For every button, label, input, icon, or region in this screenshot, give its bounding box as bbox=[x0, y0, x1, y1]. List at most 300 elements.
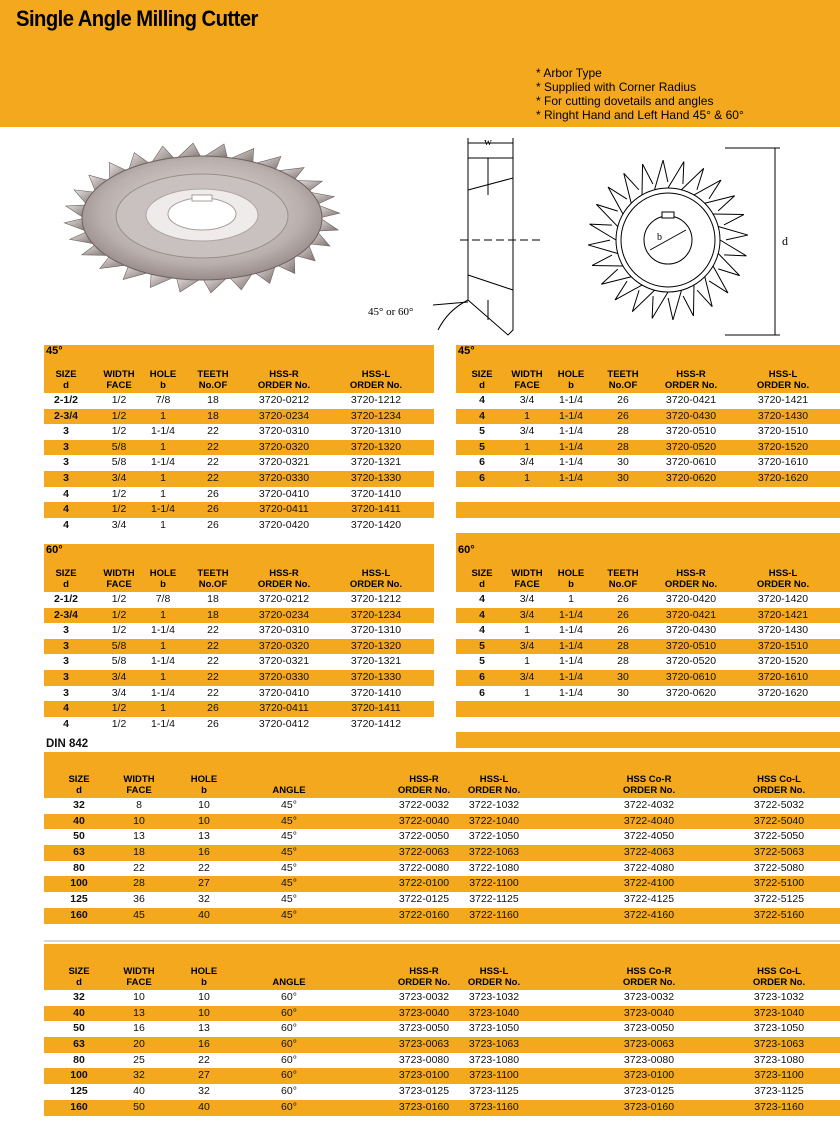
drawing-tooth bbox=[681, 168, 703, 189]
table-cell: 3720-1321 bbox=[350, 456, 402, 469]
column-header-line: ORDER No. bbox=[349, 579, 403, 590]
table-cell: 3722-0050 bbox=[398, 830, 450, 843]
table-cell: 1-1/4 bbox=[559, 686, 583, 699]
table-cell: 20 bbox=[133, 1038, 145, 1051]
table-cell: 3720-0320 bbox=[258, 639, 310, 652]
table-cell: 3722-5160 bbox=[753, 908, 805, 921]
table-row bbox=[44, 409, 434, 425]
empty-row bbox=[456, 518, 840, 534]
table-cell: 3723-1050 bbox=[753, 1022, 805, 1035]
table-cell: 3/4 bbox=[519, 456, 535, 469]
table-cell: 10 bbox=[133, 814, 145, 827]
table-cell: 50 bbox=[133, 1100, 145, 1113]
table-cell: 7/8 bbox=[155, 593, 171, 605]
table-cell: 1 bbox=[160, 518, 166, 531]
table-cell: 3722-4100 bbox=[623, 877, 675, 890]
table-cell: 25 bbox=[133, 1053, 145, 1066]
table-cell: 3720-1410 bbox=[350, 487, 402, 500]
column-header-line: SIZE bbox=[471, 369, 493, 380]
table-cell: 3723-0063 bbox=[398, 1038, 450, 1051]
table-cell: 60° bbox=[281, 1100, 297, 1113]
column-header-line: TEETH bbox=[607, 568, 639, 579]
table-cell: 3 bbox=[63, 639, 69, 652]
column-header-line: TEETH bbox=[607, 369, 639, 380]
table-header bbox=[44, 544, 434, 592]
column-header-line: ORDER No. bbox=[622, 977, 676, 988]
table-cell: 26 bbox=[207, 702, 219, 715]
table-cell: 3720-0320 bbox=[258, 440, 310, 453]
table-row bbox=[456, 471, 840, 487]
table-cell: 3723-1100 bbox=[469, 1069, 519, 1082]
column-header-line: SIZE bbox=[471, 568, 493, 579]
table-row bbox=[456, 440, 840, 456]
table-cell: 1 bbox=[524, 471, 530, 484]
table-cell: 3720-1320 bbox=[350, 639, 402, 652]
table-row bbox=[44, 471, 434, 487]
table-cell: 28 bbox=[617, 440, 629, 453]
drawing-tooth bbox=[694, 180, 721, 199]
table-cell: 3723-0125 bbox=[398, 1085, 450, 1098]
column-header bbox=[332, 369, 420, 391]
column-header bbox=[239, 369, 329, 391]
din-label: DIN 842 bbox=[46, 738, 89, 750]
table-cell: 30 bbox=[617, 686, 629, 699]
drawing-tooth bbox=[720, 240, 746, 256]
table-cell: 28 bbox=[617, 639, 629, 652]
column-header bbox=[646, 568, 736, 590]
table-row bbox=[44, 1084, 840, 1100]
table-cell: 80 bbox=[73, 1053, 85, 1066]
table-header bbox=[44, 345, 434, 393]
column-header-line: HSS-L bbox=[768, 369, 798, 380]
table-cell: 3722-5063 bbox=[753, 846, 805, 859]
table-cell: 4 bbox=[63, 518, 69, 531]
table-row bbox=[44, 654, 434, 670]
column-header bbox=[599, 568, 647, 590]
table-cell: 3723-1125 bbox=[754, 1085, 804, 1098]
table-cell: 45° bbox=[281, 814, 297, 827]
column-header bbox=[54, 966, 104, 988]
table-cell: 3722-1040 bbox=[468, 814, 520, 827]
table-cell: 3 bbox=[63, 686, 69, 699]
table-cell: 5/8 bbox=[111, 655, 127, 668]
table-cell: 3720-1320 bbox=[350, 440, 402, 453]
drawing-tooth bbox=[615, 281, 642, 300]
table-cell: 22 bbox=[198, 861, 210, 874]
column-header-line: ORDER No. bbox=[622, 785, 676, 796]
column-header-line: b bbox=[568, 579, 574, 590]
table-cell: 1-1/4 bbox=[559, 624, 583, 637]
table-row bbox=[456, 670, 840, 686]
column-header bbox=[646, 369, 736, 391]
table-cell: 2-1/2 bbox=[54, 593, 78, 605]
table-cell: 3/4 bbox=[519, 593, 535, 605]
table-cell: 28 bbox=[617, 655, 629, 668]
column-header-line: FACE bbox=[514, 380, 540, 391]
column-header-line: b bbox=[568, 380, 574, 391]
table-cell: 45° bbox=[281, 893, 297, 906]
column-header bbox=[189, 369, 237, 391]
table-row bbox=[44, 502, 434, 518]
table-row bbox=[456, 639, 840, 655]
table-cell: 3720-0610 bbox=[665, 670, 717, 683]
table-cell: 1-1/4 bbox=[151, 425, 175, 438]
column-header bbox=[458, 369, 506, 391]
table-cell: 1-1/4 bbox=[559, 409, 583, 422]
table-cell: 3 bbox=[63, 471, 69, 484]
table-cell: 3720-0510 bbox=[665, 425, 717, 438]
table-cell: 1 bbox=[524, 409, 530, 422]
table-cell: 30 bbox=[617, 670, 629, 683]
table-cell: 1 bbox=[160, 702, 166, 715]
table-cell: 3722-4032 bbox=[623, 799, 675, 811]
table-row bbox=[44, 670, 434, 686]
table-cell: 16 bbox=[133, 1022, 145, 1035]
table-cell: 10 bbox=[198, 814, 210, 827]
table-row bbox=[456, 654, 840, 670]
table-cell: 45° bbox=[281, 908, 297, 921]
table-row bbox=[44, 1053, 840, 1069]
table-cell: 36 bbox=[133, 893, 145, 906]
column-header bbox=[184, 966, 224, 988]
table-cell: 3720-0411 bbox=[259, 503, 309, 516]
table-cell: 32 bbox=[73, 991, 85, 1003]
table-cell: 45° bbox=[281, 830, 297, 843]
table-cell: 1/2 bbox=[111, 394, 127, 406]
column-header-line: HSS Co-R bbox=[626, 966, 672, 977]
table-cell: 3723-0032 bbox=[623, 991, 675, 1003]
table-cell: 3/4 bbox=[111, 471, 127, 484]
table-row bbox=[456, 686, 840, 702]
table-cell: 3720-1330 bbox=[350, 670, 402, 683]
w-label: w bbox=[484, 136, 492, 148]
table-cell: 3 bbox=[63, 456, 69, 469]
column-header bbox=[54, 774, 104, 796]
table-cell: 3720-0212 bbox=[258, 394, 310, 406]
table-cell: 8 bbox=[136, 799, 142, 811]
table-cell: 1-1/4 bbox=[151, 655, 175, 668]
table-cell: 3720-0430 bbox=[665, 624, 717, 637]
table-cell: 3720-0234 bbox=[258, 409, 310, 422]
table-cell: 3720-1520 bbox=[757, 440, 809, 453]
table-cell: 3720-1620 bbox=[757, 471, 809, 484]
table-cell: 3723-0160 bbox=[623, 1100, 675, 1113]
table-cell: 3722-0040 bbox=[398, 814, 450, 827]
table-cell: 1 bbox=[524, 655, 530, 668]
angle-group-label: 45° bbox=[46, 345, 63, 357]
table-60-right bbox=[456, 544, 840, 748]
column-header bbox=[46, 568, 86, 590]
table-row bbox=[44, 608, 434, 624]
table-cell: 1 bbox=[160, 639, 166, 652]
table-cell: 1-1/4 bbox=[559, 639, 583, 652]
column-header-line: HSS-L bbox=[768, 568, 798, 579]
table-cell: 5 bbox=[479, 639, 485, 652]
table-cell: 3722-0125 bbox=[398, 893, 450, 906]
column-header bbox=[244, 774, 334, 796]
table-cell: 5 bbox=[479, 440, 485, 453]
table-cell: 22 bbox=[207, 639, 219, 652]
table-cell: 22 bbox=[207, 425, 219, 438]
table-row bbox=[44, 876, 840, 892]
table-cell: 3720-0410 bbox=[258, 686, 310, 699]
table-header bbox=[456, 544, 840, 592]
table-cell: 3722-5050 bbox=[753, 830, 805, 843]
column-header-line: b bbox=[160, 380, 166, 391]
table-cell: 3720-0411 bbox=[259, 702, 309, 715]
table-row bbox=[44, 440, 434, 456]
table-cell: 3720-1310 bbox=[350, 425, 402, 438]
table-cell: 1 bbox=[160, 670, 166, 683]
column-header-line: FACE bbox=[126, 977, 152, 988]
table-cell: 1-1/4 bbox=[559, 471, 583, 484]
table-cell: 1-1/4 bbox=[559, 670, 583, 683]
table-cell: 3720-1310 bbox=[350, 624, 402, 637]
column-header-line: WIDTH bbox=[123, 966, 155, 977]
table-cell: 1/2 bbox=[111, 593, 127, 605]
column-header bbox=[109, 966, 169, 988]
table-cell: 1 bbox=[160, 409, 166, 422]
table-cell: 3 bbox=[63, 624, 69, 637]
table-cell: 26 bbox=[207, 503, 219, 516]
table-cell: 60° bbox=[281, 1006, 297, 1019]
table-cell: 28 bbox=[133, 877, 145, 890]
table-cell: 3/4 bbox=[519, 639, 535, 652]
table-row bbox=[44, 393, 434, 409]
table-cell: 3723-0100 bbox=[398, 1069, 450, 1082]
table-row bbox=[44, 861, 840, 877]
table-cell: 5/8 bbox=[111, 440, 127, 453]
table-cell: 26 bbox=[617, 409, 629, 422]
column-header-line: HOLE bbox=[557, 369, 585, 380]
table-cell: 3720-0321 bbox=[258, 456, 310, 469]
table-cell: 18 bbox=[207, 608, 219, 621]
table-cell: 3720-0520 bbox=[665, 440, 717, 453]
column-header-line: FACE bbox=[106, 579, 132, 590]
divider bbox=[44, 940, 840, 942]
column-header-line: d bbox=[479, 380, 485, 391]
table-cell: 60° bbox=[281, 1038, 297, 1051]
column-header bbox=[109, 774, 169, 796]
column-header-line: b bbox=[201, 785, 207, 796]
table-cell: 3/4 bbox=[519, 394, 535, 406]
table-cell: 26 bbox=[617, 608, 629, 621]
table-cell: 3720-1610 bbox=[757, 670, 809, 683]
table-cell: 3720-0420 bbox=[665, 593, 717, 605]
column-header-line: ANGLE bbox=[272, 977, 306, 988]
table-cell: 22 bbox=[207, 456, 219, 469]
table-cell: 1-1/4 bbox=[559, 394, 583, 406]
table-cell: 63 bbox=[73, 846, 85, 859]
table-cell: 3722-0063 bbox=[398, 846, 450, 859]
table-cell: 100 bbox=[70, 1069, 88, 1082]
table-cell: 3720-0212 bbox=[258, 593, 310, 605]
column-header-line: HOLE bbox=[190, 966, 218, 977]
table-cell: 3723-1160 bbox=[469, 1100, 519, 1113]
table-cell: 3723-0040 bbox=[398, 1006, 450, 1019]
table-cell: 22 bbox=[207, 686, 219, 699]
table-cell: 1-1/4 bbox=[151, 456, 175, 469]
table-cell: 3723-0063 bbox=[623, 1038, 675, 1051]
table-cell: 1-1/4 bbox=[559, 655, 583, 668]
table-cell: 10 bbox=[198, 991, 210, 1003]
drawing-tooth bbox=[718, 253, 739, 275]
table-cell: 3720-0510 bbox=[665, 639, 717, 652]
table-cell: 1/2 bbox=[111, 425, 127, 438]
table-cell: 3722-4160 bbox=[623, 908, 675, 921]
column-header bbox=[714, 966, 840, 988]
empty-row bbox=[456, 502, 840, 518]
table-cell: 3720-1234 bbox=[350, 608, 402, 621]
table-cell: 45° bbox=[281, 846, 297, 859]
table-row bbox=[44, 1021, 840, 1037]
feature-item: * Supplied with Corner Radius bbox=[536, 80, 697, 94]
column-header-line: ORDER No. bbox=[664, 579, 718, 590]
table-row bbox=[44, 990, 840, 1006]
table-cell: 4 bbox=[63, 503, 69, 516]
column-header-line: HOLE bbox=[557, 568, 585, 579]
table-cell: 32 bbox=[198, 893, 210, 906]
table-cell: 3/4 bbox=[519, 670, 535, 683]
table-cell: 3720-1421 bbox=[757, 394, 809, 406]
column-header bbox=[550, 369, 592, 391]
table-cell: 1 bbox=[160, 440, 166, 453]
table-cell: 3722-1050 bbox=[468, 830, 520, 843]
table-row bbox=[456, 393, 840, 409]
table-cell: 3722-4125 bbox=[623, 893, 675, 906]
table-cell: 2-1/2 bbox=[54, 394, 78, 406]
column-header bbox=[239, 568, 329, 590]
column-header-line: ORDER No. bbox=[752, 785, 806, 796]
table-cell: 3723-0100 bbox=[623, 1069, 675, 1082]
table-cell: 1-1/4 bbox=[151, 686, 175, 699]
table-cell: 3722-4080 bbox=[623, 861, 675, 874]
table-45-left bbox=[44, 345, 434, 533]
column-header-line: ORDER No. bbox=[397, 977, 451, 988]
table-cell: 1 bbox=[524, 686, 530, 699]
column-header bbox=[94, 568, 144, 590]
table-cell: 32 bbox=[133, 1069, 145, 1082]
column-header-line: ORDER No. bbox=[349, 380, 403, 391]
table-cell: 3720-1411 bbox=[351, 503, 401, 516]
table-cell: 1-1/4 bbox=[151, 717, 175, 730]
column-header bbox=[184, 774, 224, 796]
table-cell: 3720-0310 bbox=[258, 425, 310, 438]
table-cell: 3720-0620 bbox=[665, 686, 717, 699]
table-cell: 3723-1032 bbox=[468, 991, 520, 1003]
drawing-tooth bbox=[718, 227, 748, 240]
table-cell: 3720-1412 bbox=[350, 717, 402, 730]
b-label: b bbox=[657, 232, 662, 243]
table-cell: 60° bbox=[281, 1022, 297, 1035]
table-cell: 60° bbox=[281, 1085, 297, 1098]
column-header-line: HSS-R bbox=[269, 568, 299, 579]
column-header-line: WIDTH bbox=[511, 568, 543, 579]
table-row bbox=[44, 845, 840, 861]
table-row bbox=[456, 409, 840, 425]
column-header-line: ORDER No. bbox=[756, 380, 810, 391]
table-cell: 45 bbox=[133, 908, 145, 921]
table-cell: 3 bbox=[63, 425, 69, 438]
column-header-line: WIDTH bbox=[103, 568, 135, 579]
table-cell: 32 bbox=[73, 799, 85, 811]
table-cell: 4 bbox=[479, 394, 485, 406]
table-cell: 4 bbox=[479, 409, 485, 422]
drawing-tooth bbox=[652, 292, 668, 318]
table-row bbox=[456, 592, 840, 608]
column-header-line: FACE bbox=[514, 579, 540, 590]
drawing-tooth bbox=[588, 240, 618, 253]
column-header-line: No.OF bbox=[198, 579, 228, 590]
table-cell: 26 bbox=[617, 394, 629, 406]
table-cell: 3722-5040 bbox=[753, 814, 805, 827]
empty-row bbox=[456, 717, 840, 733]
table-cell: 1-1/4 bbox=[151, 503, 175, 516]
column-header-line: HSS-L bbox=[361, 369, 391, 380]
column-header-line: No.OF bbox=[198, 380, 228, 391]
column-header bbox=[502, 568, 552, 590]
table-cell: 3720-1510 bbox=[757, 639, 809, 652]
table-cell: 3722-5100 bbox=[753, 877, 805, 890]
table-cell: 3722-4050 bbox=[623, 830, 675, 843]
empty-row bbox=[456, 732, 840, 748]
column-header bbox=[502, 369, 552, 391]
feature-item: * For cutting dovetails and angles bbox=[536, 94, 714, 108]
table-row bbox=[456, 623, 840, 639]
table-cell: 40 bbox=[133, 1085, 145, 1098]
table-row bbox=[44, 686, 434, 702]
column-header-line: WIDTH bbox=[103, 369, 135, 380]
column-header-line: ORDER No. bbox=[257, 579, 311, 590]
table-row bbox=[44, 592, 434, 608]
column-header bbox=[550, 568, 592, 590]
table-cell: 3720-1321 bbox=[350, 655, 402, 668]
table-cell: 50 bbox=[73, 1022, 85, 1035]
table-cell: 3720-0330 bbox=[258, 471, 310, 484]
table-cell: 1/2 bbox=[111, 608, 127, 621]
table-row bbox=[44, 701, 434, 717]
table-cell: 3 bbox=[63, 440, 69, 453]
angle-group-label: 60° bbox=[458, 544, 475, 556]
table-row bbox=[44, 623, 434, 639]
table-cell: 3720-0420 bbox=[258, 518, 310, 531]
column-header-line: HSS-R bbox=[409, 966, 439, 977]
table-cell: 16 bbox=[198, 1038, 210, 1051]
table-cell: 3720-0520 bbox=[665, 655, 717, 668]
table-cell: 1 bbox=[524, 440, 530, 453]
feature-item: * Ringht Hand and Left Hand 45° & 60° bbox=[536, 108, 744, 122]
table-cell: 3720-0610 bbox=[665, 456, 717, 469]
column-header-line: TEETH bbox=[197, 369, 229, 380]
table-cell: 3723-0160 bbox=[398, 1100, 450, 1113]
table-cell: 10 bbox=[198, 1006, 210, 1019]
table-cell: 3720-1430 bbox=[757, 624, 809, 637]
table-cell: 3722-4040 bbox=[623, 814, 675, 827]
table-cell: 3723-1160 bbox=[754, 1100, 804, 1113]
column-header-line: ORDER No. bbox=[397, 785, 451, 796]
drawing-tooth bbox=[668, 162, 684, 188]
column-header-line: d bbox=[63, 380, 69, 391]
table-cell: 3723-1080 bbox=[468, 1053, 520, 1066]
table-cell: 3722-5032 bbox=[753, 799, 805, 811]
table-cell: 3720-1421 bbox=[757, 608, 809, 621]
table-cell: 1/2 bbox=[111, 624, 127, 637]
table-cell: 22 bbox=[207, 655, 219, 668]
table-cell: 63 bbox=[73, 1038, 85, 1051]
drawing-tooth bbox=[709, 266, 728, 293]
table-cell: 3720-0412 bbox=[258, 717, 310, 730]
table-cell: 3720-1420 bbox=[350, 518, 402, 531]
